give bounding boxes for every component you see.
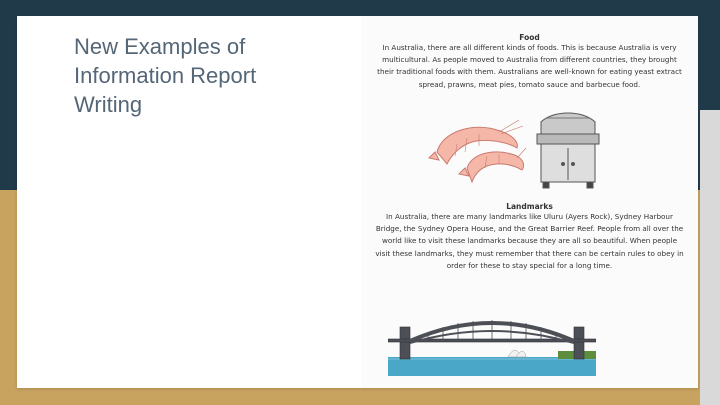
section-body-landmarks: In Australia, there are many landmarks like Uluru (Ayers Rock), Sydney Harbour Bridge, the Sydney Opera House, and the Great Barrier Reef. People from all over the world like to visit these landmarks because they are all so beautiful. When people visit these landmarks, they must remember that there can be certain rules to obey in order for these to stay special for a long time. <box>375 212 684 270</box>
section-body-food: In Australia, there are all different kinds of foods. This is because Australia is very multicultural. As people moved to Australia from different countries, they brought their traditional foods with them. Australians are well-known for eating yeast extract spread, prawns, meat pies, tomato sauce and barbecue food. <box>377 43 682 89</box>
barbecue-grill-illustration <box>533 108 603 190</box>
section-heading-landmarks: Landmarks <box>506 202 553 211</box>
worksheet-document <box>361 16 698 388</box>
section-heading-food: Food <box>519 33 540 42</box>
slide-title: New Examples of Information Report Writing <box>74 34 257 117</box>
prawns-illustration <box>427 112 527 198</box>
harbour-bridge-illustration <box>388 313 596 376</box>
background-gray-edge <box>700 110 720 405</box>
